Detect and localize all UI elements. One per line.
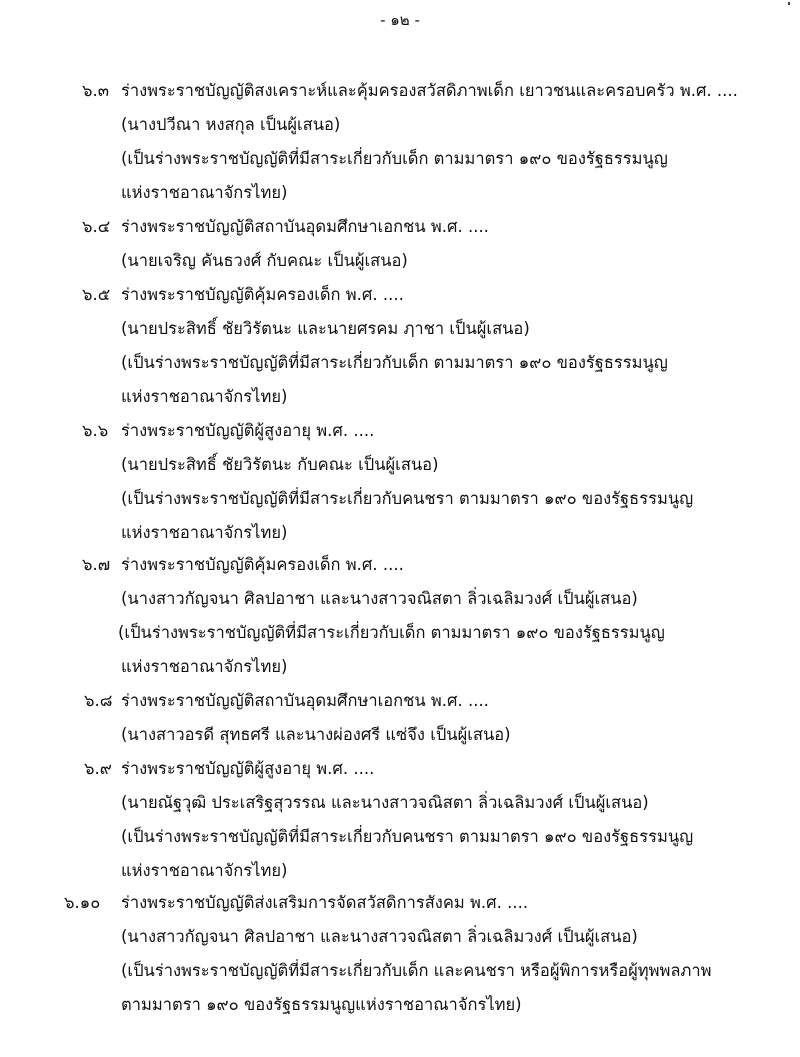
item-line: (เป็นร่างพระราชบัญญัติที่มีสาระเกี่ยวกับเด็ก ตามมาตรา ๑๙๐ ของรัฐธรรมนูญ <box>121 149 668 168</box>
page-number: - ๑๒ - <box>380 11 420 29</box>
item-title: ร่างพระราชบัญญัติผู้สูงอายุ พ.ศ. .... <box>121 759 375 778</box>
item-title: ร่างพระราชบัญญัติสถาบันอุดมศึกษาเอกชน พ.ศ. .... <box>121 691 489 710</box>
item-line: แห่งราชอาณาจักรไทย) <box>121 523 288 542</box>
item-number: ๖.๙ <box>84 759 112 778</box>
item-title: ร่างพระราชบัญญัติสงเคราะห์และคุ้มครองสวัสดิภาพเด็ก เยาวชนและครอบครัว พ.ศ. .... <box>121 81 738 100</box>
item-line: (เป็นร่างพระราชบัญญัติที่มีสาระเกี่ยวกับคนชรา ตามมาตรา ๑๙๐ ของรัฐธรรมนูญ <box>121 489 694 508</box>
item-number: ๖.๕ <box>82 285 111 304</box>
item-number: ๖.๗ <box>82 555 111 574</box>
item-line: (นางสาวอรดี สุทธศรี และนางผ่องศรี แซ่จึง เป็นผู้เสนอ) <box>121 725 511 744</box>
item-line: (เป็นร่างพระราชบัญญัติที่มีสาระเกี่ยวกับคนชรา ตามมาตรา ๑๙๐ ของรัฐธรรมนูญ <box>121 827 694 846</box>
item-line: (นายประสิทธิ์ ชัยวิรัตนะ กับคณะ เป็นผู้เสนอ) <box>121 455 439 474</box>
item-number: ๖.๑๐ <box>64 893 101 912</box>
item-line: แห่งราชอาณาจักรไทย) <box>121 657 288 676</box>
item-line: (เป็นร่างพระราชบัญญัติที่มีสาระเกี่ยวกับเด็ก ตามมาตรา ๑๙๐ ของรัฐธรรมนูญ <box>118 623 665 642</box>
item-number: ๖.๓ <box>82 81 109 100</box>
item-line: แห่งราชอาณาจักรไทย) <box>121 861 288 880</box>
item-line: (นางปวีณา หงสกุล เป็นผู้เสนอ) <box>121 115 341 134</box>
item-number: ๖.๖ <box>82 421 109 440</box>
item-line: (นางสาวกัญจนา ศิลปอาชา และนางสาวจณิสตา ลิ่วเฉลิมวงศ์ เป็นผู้เสนอ) <box>121 589 638 608</box>
item-number: ๖.๘ <box>84 691 113 710</box>
item-title: ร่างพระราชบัญญัติคุ้มครองเด็ก พ.ศ. .... <box>121 555 404 574</box>
item-title: ร่างพระราชบัญญัติผู้สูงอายุ พ.ศ. .... <box>121 421 375 440</box>
item-line: (เป็นร่างพระราชบัญญัติที่มีสาระเกี่ยวกับเด็ก และคนชรา หรือผู้พิการหรือผู้ทุพพลภาพ <box>121 961 712 980</box>
item-title: ร่างพระราชบัญญัติคุ้มครองเด็ก พ.ศ. .... <box>121 285 404 304</box>
item-title: ร่างพระราชบัญญัติส่งเสริมการจัดสวัสดิการสังคม พ.ศ. .... <box>121 893 529 912</box>
item-line: (นายเจริญ คันธวงศ์ กับคณะ เป็นผู้เสนอ) <box>121 251 408 270</box>
item-line: (นางสาวกัญจนา ศิลปอาชา และนางสาวจณิสตา ลิ่วเฉลิมวงศ์ เป็นผู้เสนอ) <box>121 927 638 946</box>
item-line: แห่งราชอาณาจักรไทย) <box>121 387 288 406</box>
item-line: (นายณัฐวุฒิ ประเสริฐสุวรรณ และนางสาวจณิสตา ลิ่วเฉลิมวงศ์ เป็นผู้เสนอ) <box>121 793 649 812</box>
corner-mark <box>788 2 790 5</box>
item-line: ตามมาตรา ๑๙๐ ของรัฐธรรมนูญแห่งราชอาณาจักรไทย) <box>121 995 522 1014</box>
item-line: (เป็นร่างพระราชบัญญัติที่มีสาระเกี่ยวกับเด็ก ตามมาตรา ๑๙๐ ของรัฐธรรมนูญ <box>121 353 668 372</box>
item-line: (นายประสิทธิ์ ชัยวิรัตนะ และนายศรคม ฦาชา เป็นผู้เสนอ) <box>121 319 530 338</box>
item-line: แห่งราชอาณาจักรไทย) <box>121 183 288 202</box>
item-number: ๖.๔ <box>82 217 111 236</box>
item-title: ร่างพระราชบัญญัติสถาบันอุดมศึกษาเอกชน พ.ศ. .... <box>121 217 489 236</box>
